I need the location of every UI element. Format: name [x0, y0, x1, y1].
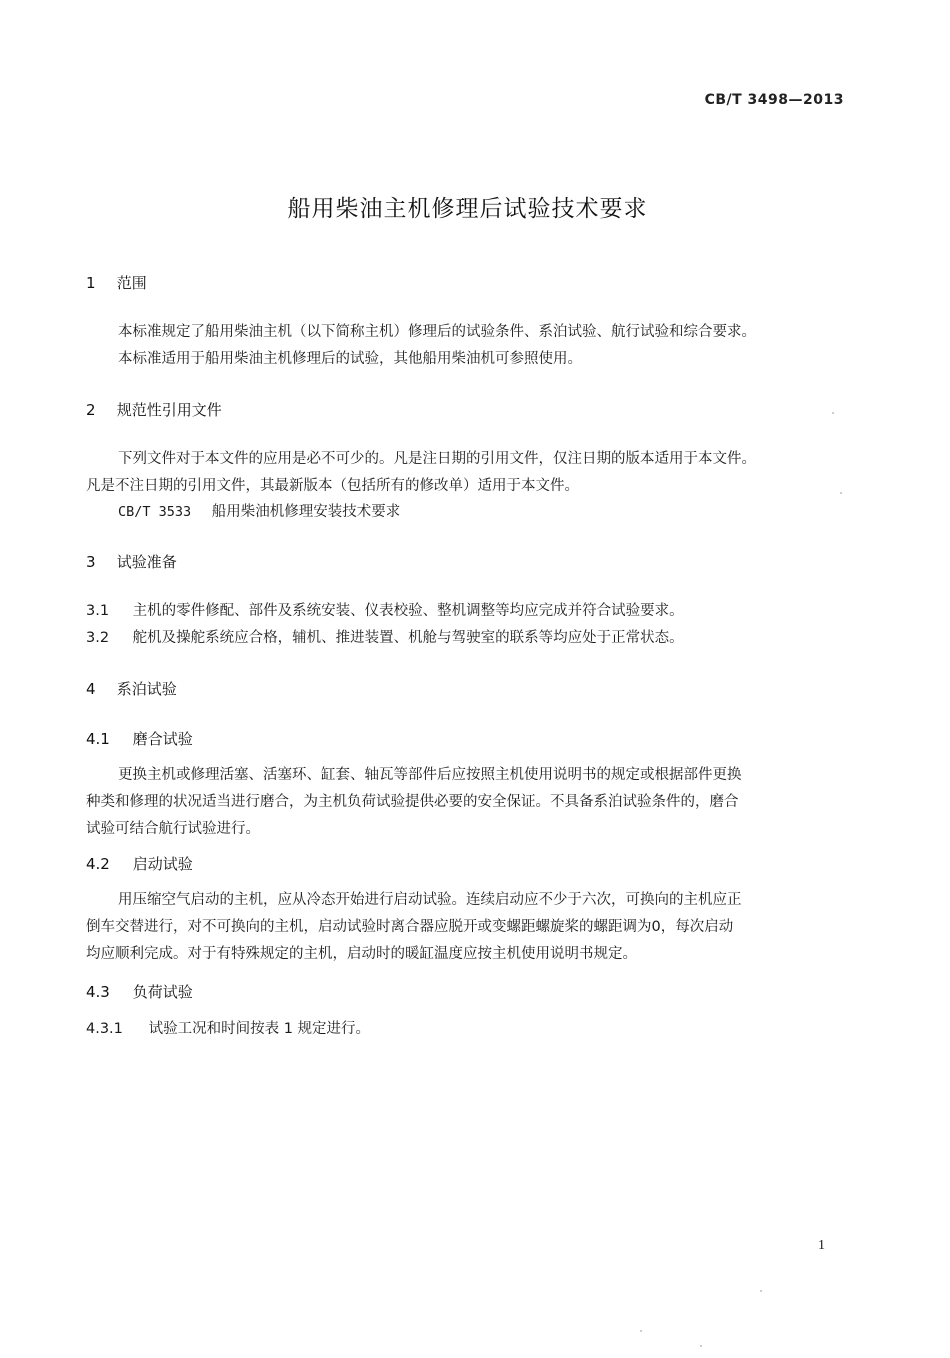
clause-3-1	[86, 599, 684, 620]
subsection-number: 4.3	[86, 983, 110, 1001]
section-1-paragraph	[86, 319, 844, 373]
clause-number: 3.2	[86, 630, 110, 646]
section-number: 4	[86, 680, 96, 698]
subsection-4-1-heading	[86, 728, 193, 749]
section-2-heading	[86, 399, 222, 420]
paragraph-line: 倒车交替进行，对不可换向的主机，启动试验时离合器应脱开或变螺距螺旋桨的螺距调为0，每次启动	[86, 919, 734, 935]
paragraph-line: 下列文件对于本文件的应用是必不可少的。凡是注日期的引用文件，仅注日期的版本适用于本文件。	[118, 451, 756, 467]
section-title: 试验准备	[116, 553, 177, 571]
standard-code: CB/T 3498—2013	[704, 92, 844, 108]
subsection-title: 负荷试验	[132, 983, 193, 1001]
subsection-4-2-paragraph	[86, 887, 844, 968]
section-3-heading	[86, 551, 177, 572]
paragraph-line: 本标准规定了船用柴油主机（以下简称主机）修理后的试验条件、系泊试验、航行试验和综合要求。	[118, 324, 756, 340]
clause-text: 试验工况和时间按表 1 规定进行。	[148, 1021, 371, 1037]
clause-text: 主机的零件修配、部件及系统安装、仪表校验、整机调整等均应完成并符合试验要求。	[132, 603, 684, 619]
reference-code: CB/T 3533	[118, 504, 192, 520]
section-number: 2	[86, 401, 96, 419]
section-title: 范围	[116, 274, 147, 292]
reference-title: 船用柴油机修理安装技术要求	[211, 504, 401, 520]
clause-text: 舵机及操舵系统应合格，辅机、推进装置、机舱与驾驶室的联系等均应处于正常状态。	[132, 630, 684, 646]
section-title: 系泊试验	[116, 680, 177, 698]
scan-speck	[700, 1345, 702, 1347]
paragraph-line: 种类和修理的状况适当进行磨合，为主机负荷试验提供必要的安全保证。不具备系泊试验条件的，磨合	[86, 794, 739, 810]
subsection-4-2-heading	[86, 853, 193, 874]
paragraph-line: 用压缩空气启动的主机，应从冷态开始进行启动试验。连续启动应不少于六次，可换向的主机应正	[118, 892, 742, 908]
subsection-number: 4.2	[86, 855, 110, 873]
section-number: 3	[86, 553, 96, 571]
document-title: 船用柴油主机修理后试验技术要求	[287, 196, 648, 222]
subsection-number: 4.1	[86, 730, 110, 748]
clause-number: 3.1	[86, 603, 110, 619]
paragraph-line: 本标准适用于船用柴油主机修理后的试验，其他船用柴油机可参照使用。	[118, 351, 582, 367]
subsection-title: 磨合试验	[132, 730, 193, 748]
section-2-paragraph	[86, 446, 844, 500]
scan-speck	[640, 1330, 642, 1332]
clause-number: 4.3.1	[86, 1021, 123, 1037]
page-number: 1	[818, 1238, 825, 1253]
paragraph-line: 更换主机或修理活塞、活塞环、缸套、轴瓦等部件后应按照主机使用说明书的规定或根据部件更换	[118, 767, 742, 783]
clause-4-3-1	[86, 1017, 370, 1038]
section-4-heading	[86, 678, 177, 699]
scan-speck	[832, 412, 834, 414]
subsection-4-1-paragraph	[86, 762, 844, 843]
section-number: 1	[86, 274, 96, 292]
subsection-title: 启动试验	[132, 855, 193, 873]
paragraph-line: 凡是不注日期的引用文件，其最新版本（包括所有的修改单）适用于本文件。	[86, 478, 579, 494]
paragraph-line: 试验可结合航行试验进行。	[86, 821, 260, 837]
scan-speck	[760, 1290, 762, 1292]
subsection-4-3-heading	[86, 981, 193, 1002]
clause-3-2	[86, 626, 684, 647]
section-1-heading	[86, 272, 147, 293]
normative-reference	[118, 500, 400, 521]
paragraph-line: 均应顺利完成。对于有特殊规定的主机，启动时的暖缸温度应按主机使用说明书规定。	[86, 946, 637, 962]
scan-speck	[840, 492, 842, 494]
section-title: 规范性引用文件	[116, 401, 222, 419]
